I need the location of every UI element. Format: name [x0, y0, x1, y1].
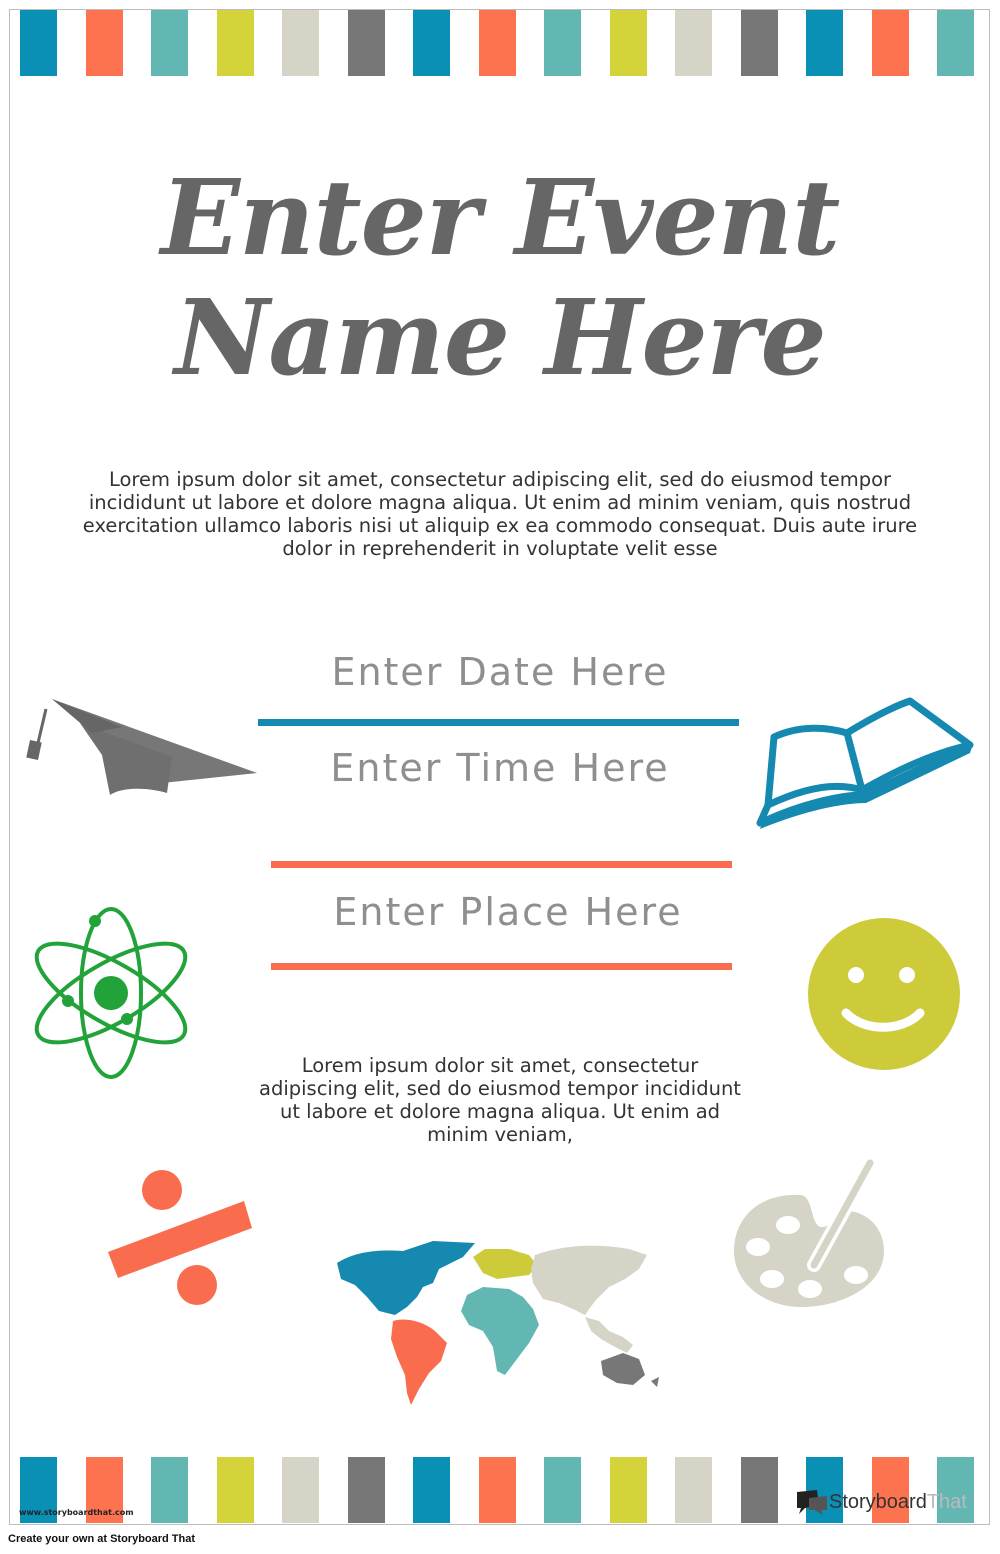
stripe-block	[872, 10, 909, 76]
open-book-icon	[752, 695, 977, 830]
stripe-block	[544, 1457, 581, 1523]
stripe-block	[20, 10, 57, 76]
stripe-block	[413, 1457, 450, 1523]
stripe-block	[413, 10, 450, 76]
world-map-icon	[333, 1235, 668, 1407]
date-field[interactable]: Enter Date Here	[331, 650, 669, 694]
place-field[interactable]: Enter Place Here	[333, 890, 683, 934]
stripe-block	[479, 10, 516, 76]
event-title-line-1[interactable]: Enter Event	[160, 156, 840, 279]
watermark-url: www.storyboardthat.com	[19, 1508, 134, 1517]
stripe-block	[348, 1457, 385, 1523]
time-divider	[271, 861, 732, 868]
stripe-block	[151, 1457, 188, 1523]
event-title-line-2[interactable]: Name Here	[174, 276, 826, 399]
stripe-block	[741, 10, 778, 76]
paint-palette-icon	[730, 1155, 888, 1313]
create-your-own-link[interactable]: Create your own at Storyboard That	[8, 1533, 196, 1545]
stripe-block	[544, 10, 581, 76]
top-stripe-border	[20, 10, 980, 76]
speech-bubble-icon	[795, 1488, 829, 1516]
storyboard-that-logo[interactable]	[795, 1488, 967, 1516]
stripe-block	[282, 1457, 319, 1523]
intro-paragraph[interactable]: Lorem ipsum dolor sit amet, consectetur adipiscing elit, sed do eiusmod tempor incididunt ut labore et dolore magna aliqua. Ut enim ad minim veniam, quis nostrud exercitation ullamco laboris nisi ut aliquip ex ea commodo consequat. Duis aute irure dolor in reprehenderit in voluptate velit esse	[82, 468, 918, 560]
stripe-block	[675, 1457, 712, 1523]
stripe-block	[610, 1457, 647, 1523]
stripe-block	[479, 1457, 516, 1523]
stripe-block	[675, 10, 712, 76]
percent-icon	[105, 1168, 255, 1310]
stripe-block	[217, 10, 254, 76]
stripe-block	[610, 10, 647, 76]
details-paragraph[interactable]: Lorem ipsum dolor sit amet, consectetur adipiscing elit, sed do eiusmod tempor incididunt ut labore et dolore magna aliqua. Ut enim ad minim veniam,	[259, 1054, 741, 1146]
stripe-block	[348, 10, 385, 76]
stripe-block	[806, 10, 843, 76]
stripe-block	[741, 1457, 778, 1523]
stripe-block	[86, 10, 123, 76]
place-divider	[271, 963, 732, 970]
atom-icon	[34, 905, 189, 1080]
stripe-block	[282, 10, 319, 76]
smiley-face-icon	[806, 916, 962, 1072]
stripe-block	[937, 10, 974, 76]
date-divider	[258, 719, 739, 726]
graduation-cap-icon	[22, 695, 262, 800]
stripe-block	[217, 1457, 254, 1523]
time-field[interactable]: Enter Time Here	[330, 746, 670, 790]
brand-name: StoryboardThat	[829, 1490, 967, 1513]
stripe-block	[151, 10, 188, 76]
